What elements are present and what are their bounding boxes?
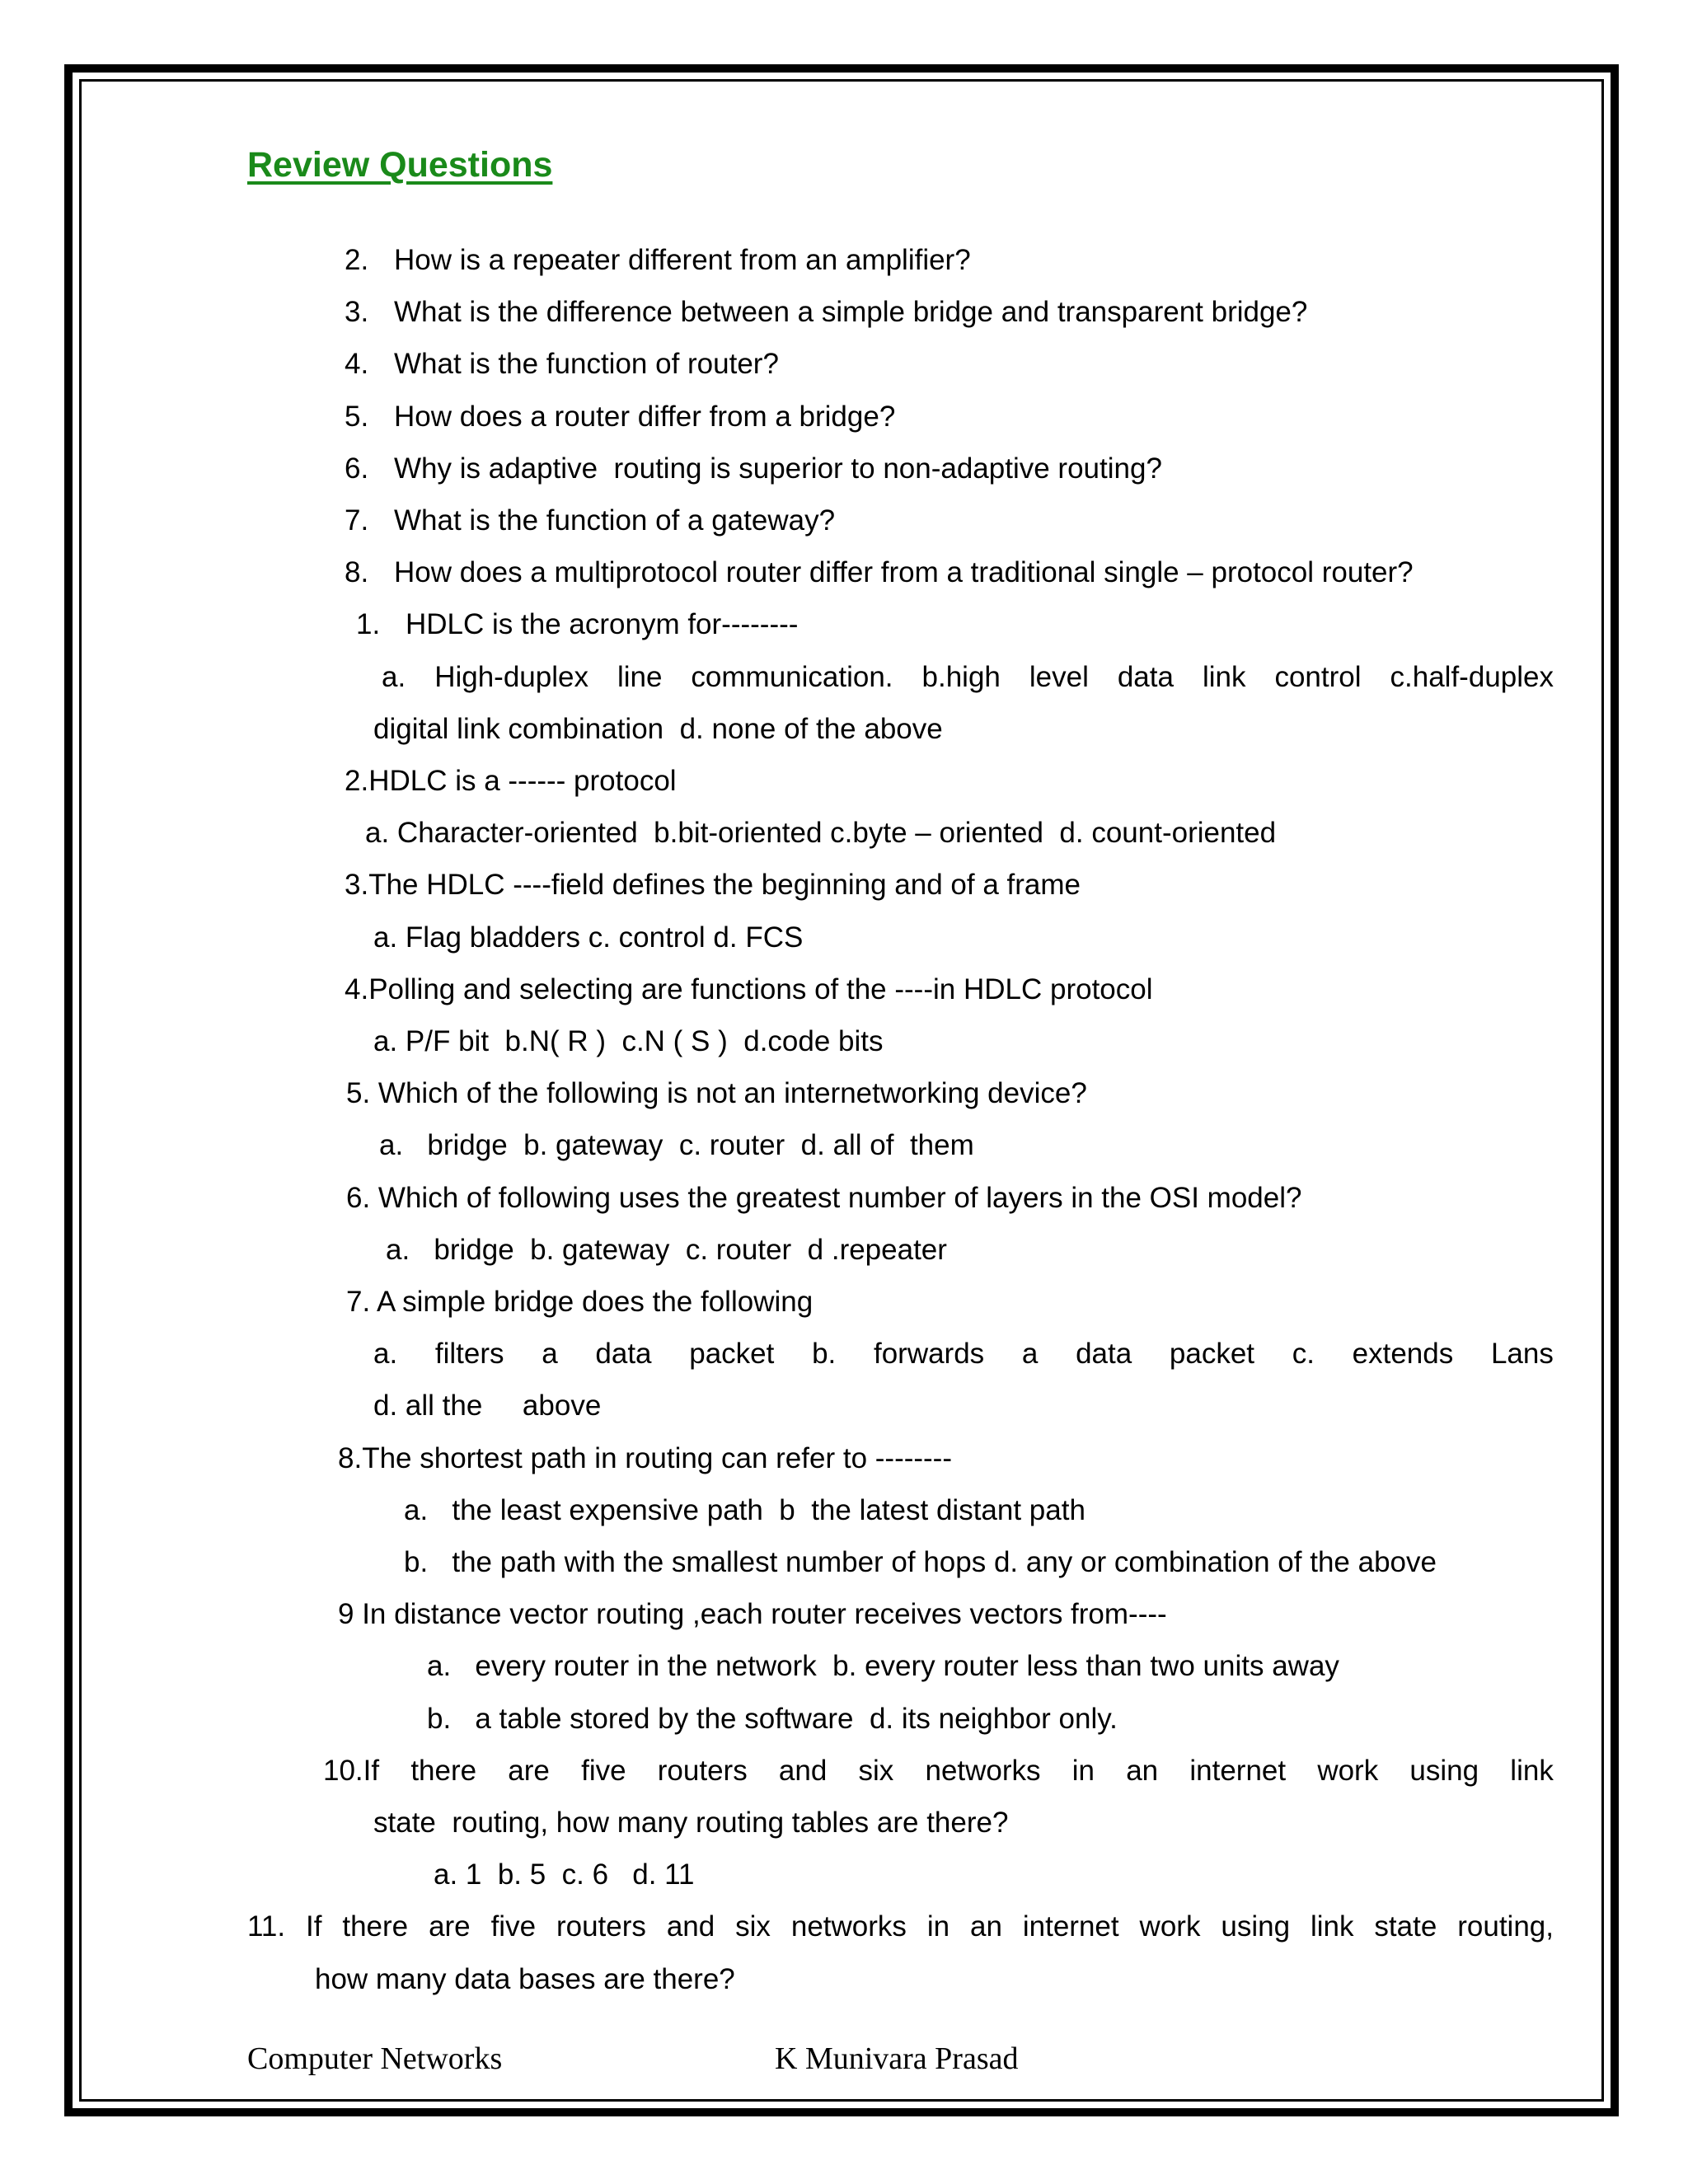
mcq-9-options-line1: a. every router in the network b. every router less than two units away xyxy=(427,1650,1339,1682)
mcq-3-options: a. Flag bladders c. control d. FCS xyxy=(373,921,804,954)
mcq-5-question: 5. Which of the following is not an internetworking device? xyxy=(346,1077,1087,1109)
mcq-2-options: a. Character-oriented b.bit-oriented c.byte – oriented d. count-oriented xyxy=(365,817,1277,849)
mcq-1-options-line2: digital link combination d. none of the above xyxy=(373,713,943,745)
mcq-7-question: 7. A simple bridge does the following xyxy=(346,1286,814,1318)
mcq-6-question: 6. Which of following uses the greatest number of layers in the OSI model? xyxy=(346,1182,1302,1214)
section-title: Review Questions xyxy=(247,145,553,185)
mcq-8-options-line1: a. the least expensive path b the latest distant path xyxy=(404,1494,1085,1526)
footer-author: K Munivara Prasad xyxy=(775,2041,1019,2076)
footer-course-name: Computer Networks xyxy=(247,2041,503,2076)
mcq-4-options: a. P/F bit b.N( R ) c.N ( S ) d.code bits xyxy=(373,1025,884,1057)
mcq-9-question: 9 In distance vector routing ,each router receives vectors from---- xyxy=(338,1598,1167,1630)
mcq-7-options-line2: d. all the above xyxy=(373,1390,602,1422)
mcq-9-options-line2: b. a table stored by the software d. its neighbor only. xyxy=(427,1703,1118,1735)
mcq-7-options-line1: a. filters a data packet b. forwards a data packet c. extends Lans xyxy=(373,1338,1554,1370)
mcq-1-question: 1. HDLC is the acronym for-------- xyxy=(356,608,799,640)
mcq-1-options-line1: a. High-duplex line communication. b.high level data link control c.half-duplex xyxy=(382,661,1554,693)
review-question-2: 2. How is a repeater different from an amplifier? xyxy=(345,244,971,276)
mcq-10-question-line1: 10.If there are five routers and six networks in an internet work using link xyxy=(323,1755,1554,1787)
mcq-2-question: 2.HDLC is a ------ protocol xyxy=(345,765,677,797)
mcq-8-options-line2: b. the path with the smallest number of hops d. any or combination of the above xyxy=(404,1546,1437,1578)
mcq-3-question: 3.The HDLC ----field defines the beginning and of a frame xyxy=(345,869,1081,901)
mcq-4-question: 4.Polling and selecting are functions of the ----in HDLC protocol xyxy=(345,973,1153,1005)
mcq-11-question-line2: how many data bases are there? xyxy=(315,1963,735,1995)
review-question-6: 6. Why is adaptive routing is superior to non-adaptive routing? xyxy=(345,452,1162,485)
mcq-6-options: a. bridge b. gateway c. router d .repeater xyxy=(386,1234,947,1266)
review-question-3: 3. What is the difference between a simple bridge and transparent bridge? xyxy=(345,296,1308,328)
mcq-11-question-line1: 11. If there are five routers and six networks in an internet work using link state routing, xyxy=(247,1910,1554,1943)
review-question-4: 4. What is the function of router? xyxy=(345,348,779,380)
review-question-5: 5. How does a router differ from a bridge? xyxy=(345,401,896,433)
mcq-8-question: 8.The shortest path in routing can refer to -------- xyxy=(338,1442,952,1474)
mcq-10-options: a. 1 b. 5 c. 6 d. 11 xyxy=(434,1858,695,1891)
review-question-7: 7. What is the function of a gateway? xyxy=(345,504,836,537)
review-question-8: 8. How does a multiprotocol router differ from a traditional single – protocol router? xyxy=(345,556,1414,588)
mcq-10-question-line2: state routing, how many routing tables are there? xyxy=(373,1807,1009,1839)
mcq-5-options: a. bridge b. gateway c. router d. all of them xyxy=(379,1129,974,1161)
